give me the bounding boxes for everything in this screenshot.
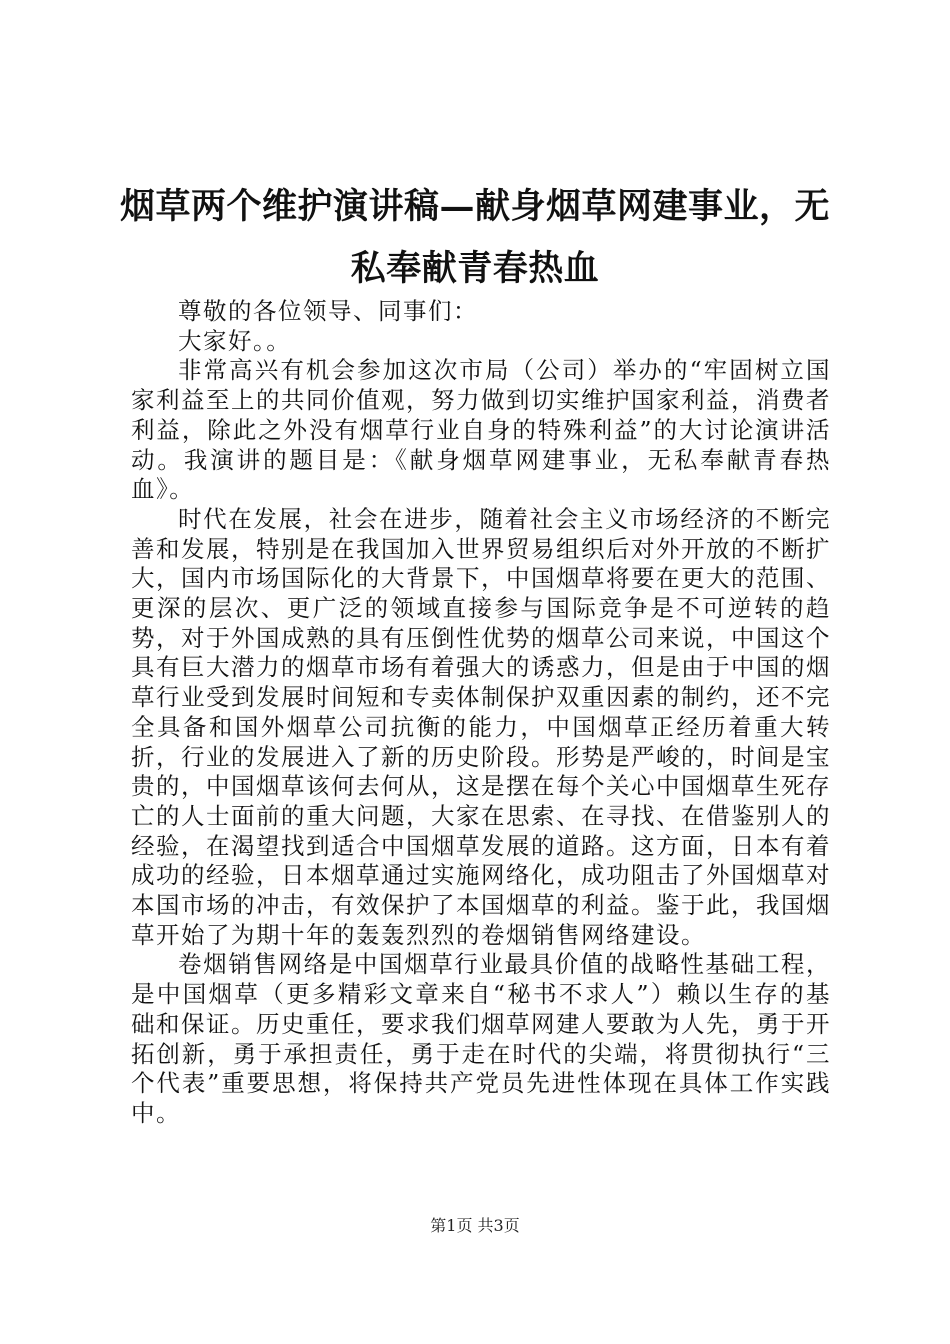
document-title: 烟草两个维护演讲稿—献身烟草网建事业，无私奉献青春热血 — [120, 186, 831, 289]
document-body — [131, 297, 831, 1129]
page-footer — [0, 1214, 950, 1238]
body-paragraph: 卷烟销售网络是中国烟草行业最具价值的战略性基础工程，是中国烟草（更多精彩文章来自“秘书不求人”）赖以生存的基础和保证。历史重任，要求我们烟草网建人要敢为人先，勇于开拓创新，勇于承担责任，勇于走在时代的尖端，将贯彻执行“三个代表”重要思想，将保持共产党员先进性体现在具体工作实践中。 — [131, 950, 831, 1127]
body-paragraph: 时代在发展，社会在进步，随着社会主义市场经济的不断完善和发展，特别是在我国加入世界贸易组织后对外开放的不断扩大，国内市场国际化的大背景下，中国烟草将要在更大的范围、更深的层次、更广泛的领域直接参与国际竞争是不可逆转的趋势，对于外国成熟的具有压倒性优势的烟草公司来说，中国这个具有巨大潜力的烟草市场有着强大的诱惑力，但是由于中国的烟草行业受到发展时间短和专卖体制保护双重因素的制约，还不完全具备和国外烟草公司抗衡的能力，中国烟草正经历着重大转折，行业的发展进入了新的历史阶段。形势是严峻的，时间是宝贵的，中国烟草该何去何从，这是摆在每个关心中国烟草生死存亡的人士面前的重大问题，大家在思索、在寻找、在借鉴别人的经验，在渴望找到适合中国烟草发展的道路。这方面，日本有着成功的经验，日本烟草通过实施网络化，成功阻击了外国烟草对本国市场的冲击，有效保护了本国烟草的利益。鉴于此，我国烟草开始了为期十年的轰轰烈烈的卷烟销售网络建设。 — [131, 504, 831, 949]
greeting: 大家好。。 — [178, 326, 292, 355]
salutation: 尊敬的各位领导、同事们： — [178, 297, 478, 325]
page-indicator: 第1页 共3页 — [430, 1216, 520, 1235]
body-paragraph: 非常高兴有机会参加这次市局（公司）举办的“牢固树立国家利益至上的共同价值观，努力做到切实维护国家利益，消费者利益，除此之外没有烟草行业自身的特殊利益”的大讨论演讲活动。我演讲的题目是：《献身烟草网建事业，无私奉献青春热血》。 — [131, 356, 831, 504]
